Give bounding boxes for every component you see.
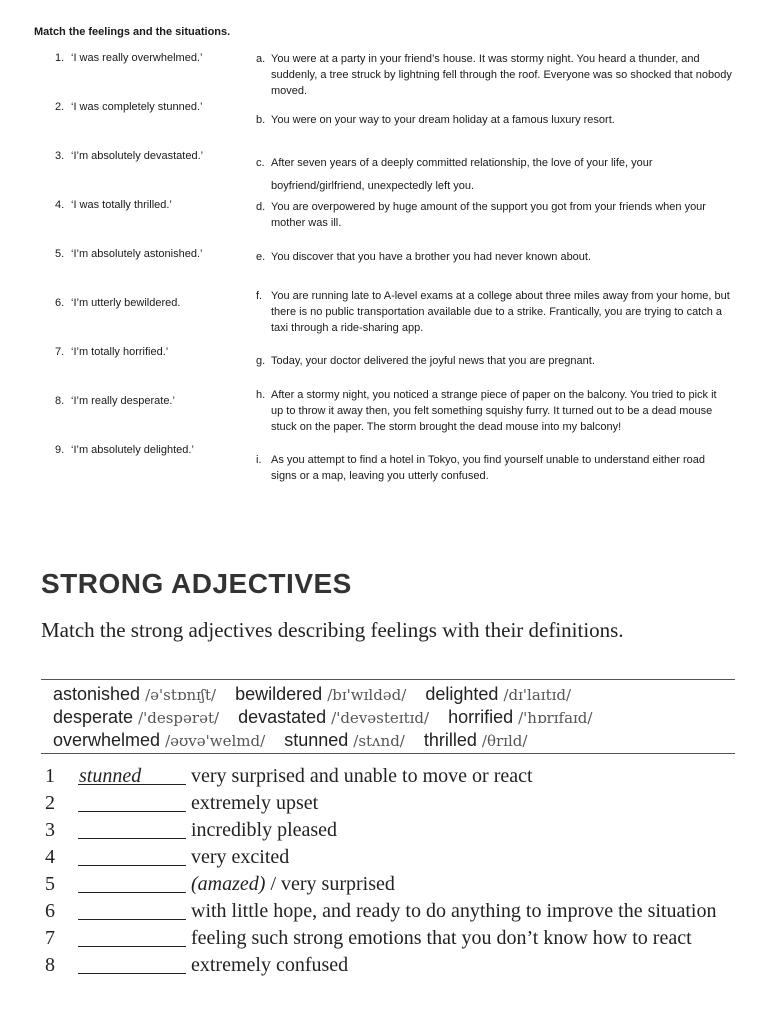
statement-text: ‘I’m absolutely astonished.’: [71, 248, 203, 260]
statement-text: ‘I’m really desperate.’: [71, 395, 175, 407]
definitions-list: [41, 764, 741, 980]
definition-item: [41, 926, 741, 950]
word-entry: [448, 706, 592, 729]
word: overwhelmed: [53, 730, 161, 750]
situation-text: After seven years of a deeply committed relationship, the love of your life, your boyfriend/girlfriend, unexpectedly left you.: [271, 157, 653, 192]
situation-item: [256, 387, 736, 435]
word: stunned: [284, 730, 349, 750]
situation-text: You were on your way to your dream holiday at a famous luxury resort.: [271, 114, 615, 126]
situation-letter: a.: [256, 53, 266, 65]
definition-text: very surprised and unable to move or react: [191, 765, 533, 787]
pronunciation: /θrɪld/: [481, 732, 528, 750]
pronunciation: /ə'stɒnɪʃt/: [145, 686, 217, 704]
word-box-top-rule: [41, 679, 735, 680]
pronunciation: /bɪ'wɪldəd/: [327, 686, 407, 704]
statement-item: [55, 346, 168, 358]
statement-item: [55, 248, 202, 260]
pronunciation: /dɪ'laɪtɪd/: [503, 686, 572, 704]
word-box-bottom-rule: [41, 753, 735, 754]
word: desperate: [53, 707, 134, 727]
statement-number: 2.: [55, 101, 65, 113]
statement-item: [55, 297, 180, 309]
word: horrified: [448, 707, 514, 727]
situation-item: [256, 199, 736, 231]
answer-blank[interactable]: [78, 953, 186, 974]
definition-item: [41, 791, 741, 815]
answer-blank[interactable]: [78, 872, 186, 893]
statement-number: 5.: [55, 248, 65, 260]
statement-text: ‘I was really overwhelmed.’: [71, 52, 203, 64]
definition-text: extremely confused: [191, 954, 349, 976]
word-entry: [235, 683, 406, 706]
statement-number: 7.: [55, 346, 65, 358]
situation-text: You are overpowered by huge amount of the support you got from your friends when your mother was ill.: [271, 201, 706, 229]
word: bewildered: [235, 684, 323, 704]
situation-letter: c.: [256, 157, 265, 169]
definition-text: incredibly pleased: [191, 819, 338, 841]
definition-item: [41, 872, 741, 896]
situation-letter: e.: [256, 251, 266, 263]
definition-number: 1: [45, 765, 55, 787]
statement-text: ‘I was totally thrilled.’: [71, 199, 172, 211]
definition-number: 3: [45, 819, 55, 841]
statement-item: [55, 444, 194, 456]
word-entry: [238, 706, 429, 729]
word-entry: [424, 729, 528, 752]
definition-number: 5: [45, 873, 55, 895]
definition-text-rest: / very surprised: [265, 873, 395, 895]
situation-letter: f.: [256, 290, 263, 302]
answer-text: stunned: [79, 765, 142, 787]
situation-item: [256, 51, 736, 99]
situation-item: [256, 353, 736, 369]
situation-item: [256, 249, 736, 265]
statement-text: ‘I’m totally horrified.’: [71, 346, 169, 358]
pronunciation: /stʌnd/: [353, 732, 405, 750]
definition-item: [41, 845, 741, 869]
statement-item: [55, 101, 202, 113]
answer-blank[interactable]: [78, 926, 186, 947]
definition-text: very excited: [191, 846, 290, 868]
word-entry: [53, 683, 216, 706]
statement-number: 9.: [55, 444, 65, 456]
statement-number: 3.: [55, 150, 65, 162]
situation-text: You were at a party in your friend’s house. It was stormy night. You heard a thunder, and suddenly, a tree struck by lightning fell through the roof. Everyone was so shocked that nobody moved.: [271, 53, 732, 97]
statement-number: 1.: [55, 52, 65, 64]
word: devastated: [238, 707, 327, 727]
pronunciation: /'despərət/: [138, 709, 220, 727]
situation-text: Today, your doctor delivered the joyful news that you are pregnant.: [271, 355, 595, 367]
word-entry: [53, 706, 219, 729]
situation-letter: d.: [256, 201, 266, 213]
section-instruction: Match the strong adjectives describing feelings with their definitions.: [41, 618, 624, 642]
statement-text: ‘I’m absolutely delighted.’: [71, 444, 194, 456]
statement-item: [55, 395, 175, 407]
word-box-line: [53, 729, 733, 752]
word-box-line: [53, 683, 733, 706]
definition-number: 7: [45, 927, 55, 949]
statement-number: 4.: [55, 199, 65, 211]
statement-text: ‘I’m absolutely devastated.’: [71, 150, 204, 162]
situation-text: As you attempt to find a hotel in Tokyo, you find yourself unable to understand either road signs or a map, leaving you utterly confused.: [271, 454, 705, 482]
definition-item: [41, 818, 741, 842]
definition-item: [41, 764, 741, 788]
statement-item: [55, 52, 202, 64]
answer-blank[interactable]: [78, 764, 186, 785]
situation-item: [256, 152, 736, 198]
definition-item: [41, 899, 741, 923]
section-title: STRONG ADJECTIVES: [41, 568, 352, 599]
pronunciation: /'hɒrɪfaɪd/: [518, 709, 593, 727]
definition-text: extremely upset: [191, 792, 319, 814]
answer-blank[interactable]: [78, 818, 186, 839]
statement-number: 6.: [55, 297, 65, 309]
word: astonished: [53, 684, 141, 704]
statement-number: 8.: [55, 395, 65, 407]
answer-blank[interactable]: [78, 791, 186, 812]
answer-blank[interactable]: [78, 845, 186, 866]
statement-text: ‘I was completely stunned.’: [71, 101, 203, 113]
situation-letter: h.: [256, 389, 266, 401]
definition-item: [41, 953, 741, 977]
word: thrilled: [423, 730, 477, 750]
word-entry: [53, 729, 265, 752]
word-box-line: [53, 706, 733, 729]
statement-item: [55, 199, 172, 211]
situation-text: You discover that you have a brother you had never known about.: [271, 251, 592, 263]
situation-item: [256, 452, 736, 484]
definition-number: 6: [45, 900, 55, 922]
word-entry: [284, 729, 405, 752]
definition-number: 8: [45, 954, 55, 976]
definition-number: 4: [45, 846, 55, 868]
situation-letter: i.: [256, 454, 262, 466]
pronunciation: /'devəsteɪtɪd/: [331, 709, 430, 727]
situation-item: [256, 112, 736, 128]
word-box: [53, 683, 733, 752]
worksheet-heading: Match the feelings and the situations.: [34, 26, 231, 38]
statement-item: [55, 150, 203, 162]
situation-letter: g.: [256, 355, 266, 367]
word-entry: [425, 683, 571, 706]
definition-text: with little hope, and ready to do anything to improve the situation: [191, 900, 717, 922]
pronunciation: /əʊvə'welmd/: [165, 732, 266, 750]
definition-text: feeling such strong emotions that you don’t know how to react: [191, 927, 692, 949]
situation-letter: b.: [256, 114, 266, 126]
definition-text: [191, 873, 395, 895]
definition-hint: (amazed): [191, 873, 266, 895]
definition-number: 2: [45, 792, 55, 814]
word: delighted: [425, 684, 499, 704]
situation-item: [256, 288, 736, 336]
answer-blank[interactable]: [78, 899, 186, 920]
statement-text: ‘I’m utterly bewildered.: [71, 297, 181, 309]
situation-text: After a stormy night, you noticed a strange piece of paper on the balcony. You tried to pick it up to throw it away then, you felt something squishy furry. It turned out to be a dead mouse stuck on the paper. The storm brought the dead mouse into my balcony!: [271, 389, 717, 433]
situation-text: You are running late to A-level exams at a college about three miles away from your home, but there is no public transportation available due to a strike. Frantically, you are trying to catch a taxi through a ride-sharing app.: [271, 290, 730, 334]
